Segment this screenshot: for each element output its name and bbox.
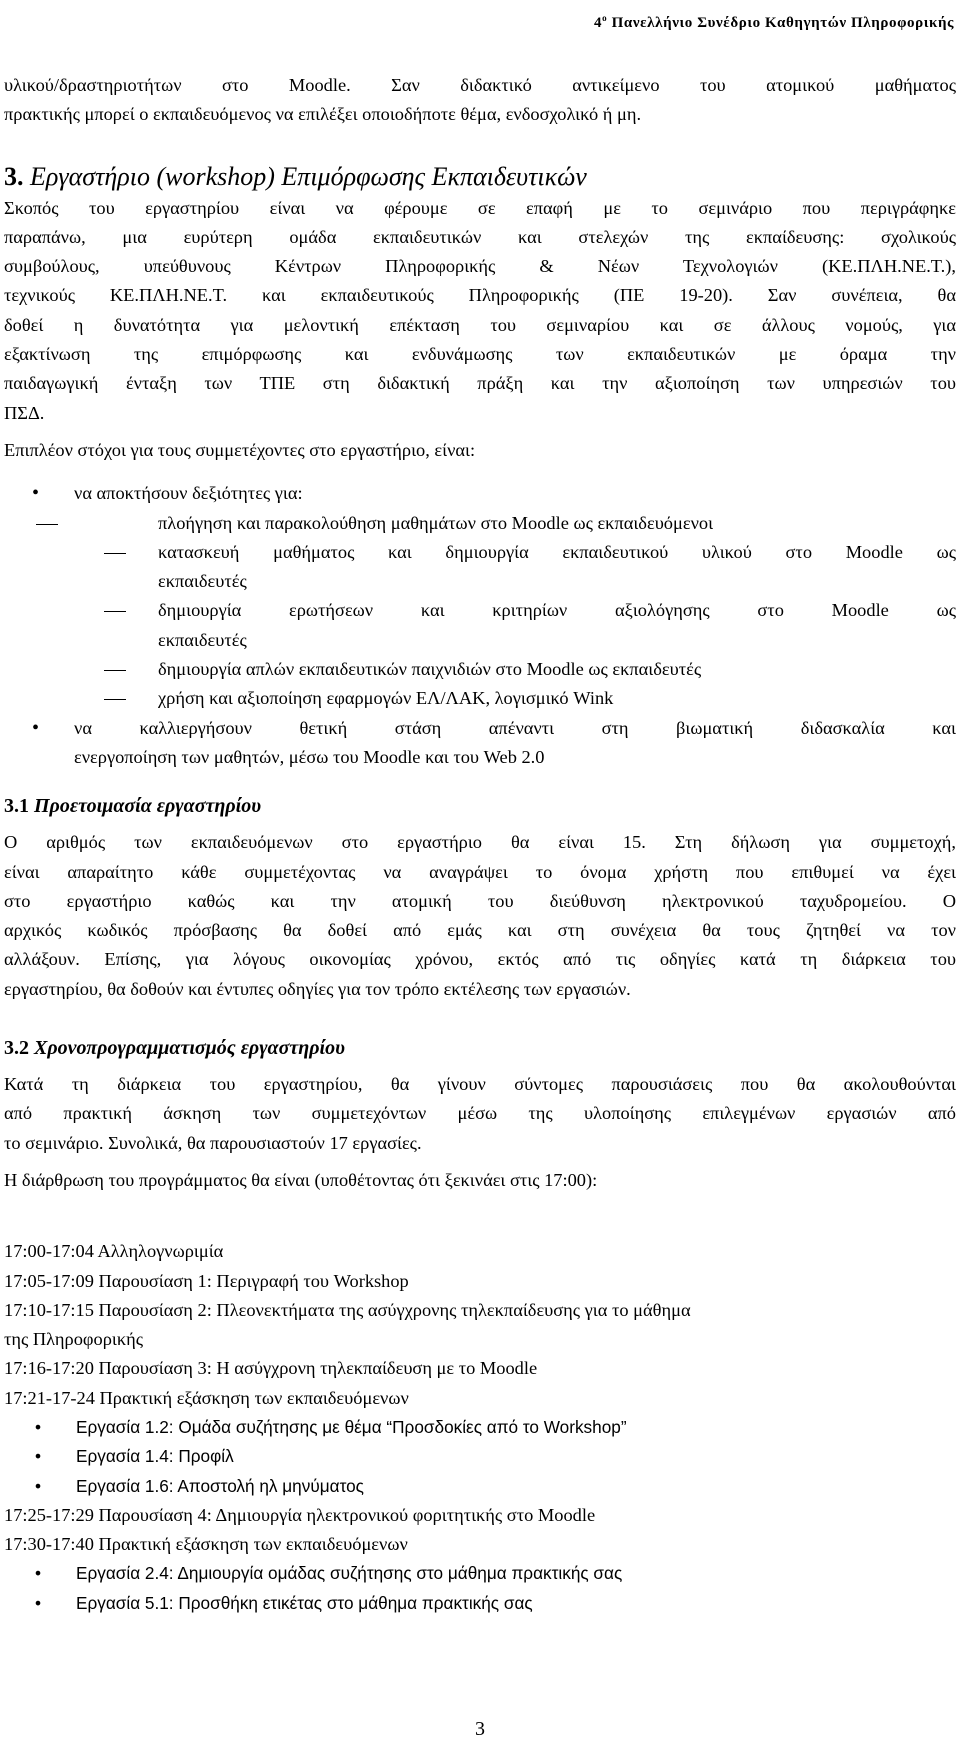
- schedule: [4, 1237, 956, 1618]
- section-3-line: δοθεί η δυνατότητα για μελοντική επέκταση του σεμιναρίου και σε άλλους νομούς, για: [4, 314, 956, 335]
- intro-line: υλικού/δραστηριοτήτων στο Moodle. Σαν διδακτικό αντικείμενο του ατομικού μαθήματος: [4, 75, 956, 95]
- dash-marker: [36, 524, 58, 525]
- skill-item: κατασκευή μαθήματος και δημιουργία εκπαιδευτικού υλικού στο Moodle ως εκπαιδευτές: [4, 538, 956, 597]
- schedule-entry: 17:16-17:20 Παρουσίαση 3: Η ασύγχρονη τηλεκπαίδευση με το Moodle: [4, 1358, 538, 1379]
- task-item: • Εργασία 1.4: Προφίλ: [4, 1442, 956, 1471]
- dash-marker: [104, 611, 126, 612]
- section-number: 3.2: [4, 1037, 29, 1060]
- running-header: [594, 4, 954, 38]
- dash-marker: [104, 553, 126, 554]
- section-number: 3.1: [4, 795, 29, 818]
- intro-line: πρακτικής μπορεί ο εκπαιδευόμενος να επιλέξει οποιοδήποτε θέμα, ενδοσχολικό ή μη.: [4, 104, 642, 125]
- section-title: Χρονοπρογραμματισμός εργαστηρίου: [34, 1037, 345, 1060]
- task-item: • Εργασία 1.6: Αποστολή ηλ μηνύματος: [4, 1472, 956, 1501]
- section-3-1-line: αλλάξουν. Επίσης, για λόγους οικονομίας χρόνου, εκτός από τις οδηγίες κατά τη διάρκεια του: [4, 949, 956, 970]
- section-3-1-line: εργαστηρίου, θα δοθούν και έντυπες οδηγίες για τον τρόπο εκτέλεσης των εργασιών.: [4, 978, 631, 999]
- section-3-1-line: είναι απαραίτητο κάθε συμμετέχοντας να αναγράψει το όνομα χρήστη που επιθυμεί να έχει: [4, 861, 956, 882]
- section-3-2-line: Κατά τη διάρκεια του εργαστηρίου, θα γίνουν σύντομες παρουσιάσεις που θα ακολουθούνται: [4, 1074, 956, 1095]
- header-ordinal: 4: [594, 15, 603, 31]
- skill-item: δημιουργία ερωτήσεων και κριτηρίων αξιολόγησης στο Moodle ως εκπαιδευτές: [4, 596, 956, 655]
- section-3-line: παιδαγωγική ένταξη των ΤΠΕ στη διδακτική πράξη και την αξιοποίηση των υπηρεσιών του: [4, 373, 956, 394]
- section-3-1-heading: [4, 792, 956, 820]
- dash-marker: [104, 670, 126, 671]
- header-ordinal-sup: ο: [602, 13, 608, 23]
- dash-marker: [104, 699, 126, 700]
- skills-list: [4, 509, 956, 714]
- section-3-line: εξακτίνωση της επιμόρφωσης και ενδυνάμωσης των εκπαιδευτικών με όραμα την: [4, 344, 956, 365]
- section-3-1-line: Ο αριθμός των εκπαιδευόμενων στο εργαστήριο θα είναι 15. Στη δήλωση για συμμετοχή,: [4, 832, 956, 853]
- schedule-entry: 17:21-17-24 Πρακτική εξάσκηση των εκπαιδευόμενων: [4, 1387, 409, 1408]
- goals-list: [4, 479, 956, 772]
- task-item: • Εργασία 2.4: Δημιουργία ομάδας συζήτησης στο μάθημα πρακτικής σας: [4, 1559, 956, 1588]
- page-number: 3: [475, 1718, 485, 1740]
- section-title: Προετοιμασία εργαστηρίου: [34, 795, 261, 818]
- section-3-line: τεχνικούς ΚΕ.ΠΛΗ.ΝΕ.Τ. και εκπαιδευτικούς Πληροφορικής (ΠΕ 19-20). Σαν συνέπεια, θα: [4, 285, 956, 306]
- header-title: Πανελλήνιο Συνέδριο Καθηγητών Πληροφορικής: [611, 15, 954, 31]
- skill-item: πλοήγηση και παρακολούθηση μαθημάτων στο Moodle ως εκπαιδευόμενοι: [4, 509, 956, 538]
- schedule-entry: της Πληροφορικής: [4, 1329, 144, 1350]
- section-3-1-line: αρχικός κωδικός πρόσβασης θα δοθεί από εμάς και στη συνέχεια θα τους ζητηθεί να τον: [4, 920, 956, 941]
- skill-item: δημιουργία απλών εκπαιδευτικών παιχνιδιών στο Moodle ως εκπαιδευτές: [4, 655, 956, 684]
- section-3-line: ΠΣΔ.: [4, 402, 45, 423]
- goal-item: • να αποκτήσουν δεξιότητες για: πλοήγηση και παρακολούθηση μαθημάτων στο Moodle ως εκπαιδευόμενοι κατασκευή μαθήματος και δημιουργία εκπαιδευτικού υλικού στο Moodle ως εκπαιδευτές δημιουργία ερωτήσεων και κριτηρίων αξιολόγησης στο Moodle ως εκπαιδευτές δημιουργία απλών εκπαιδευτικών παιχνιδιών στο Moodle ως εκπαιδευτές χρήση και αξιοποίηση εφαρμογών ΕΛ/ΛΑΚ, λογισμικό Wink: [4, 479, 956, 713]
- task-list: [4, 1559, 956, 1618]
- task-item: • Εργασία 5.1: Προσθήκη ετικέτας στο μάθημα πρακτικής σας: [4, 1589, 956, 1618]
- page-content: [4, 71, 956, 1618]
- schedule-entry: 17:05-17:09 Παρουσίαση 1: Περιγραφή του Workshop: [4, 1270, 409, 1291]
- section-3-2-heading: [4, 1034, 956, 1062]
- section-3-line: Σκοπός του εργαστηρίου είναι να φέρουμε σε επαφή με το σεμινάριο που περιγράφηκε: [4, 197, 956, 218]
- section-3-2-line: από πρακτική άσκηση των συμμετεχόντων μέσω της υλοποίησης επιλεγμένων εργασιών από: [4, 1103, 956, 1124]
- schedule-entry: 17:25-17:29 Παρουσίαση 4: Δημιουργία ηλεκτρονικού φοριτητικής στο Moodle: [4, 1504, 596, 1525]
- section-title: Εργαστήριο (workshop) Επιμόρφωσης Εκπαιδευτικών: [30, 161, 587, 191]
- section-3-line: συμβούλους, υπεύθυνους Κέντρων Πληροφορικής & Νέων Τεχνολογιών (ΚΕ.ΠΛΗ.ΝΕ.Τ.),: [4, 256, 956, 277]
- section-3-line: παραπάνω, μια ευρύτερη ομάδα εκπαιδευτικών και στελεχών της εκπαίδευσης: σχολικούς: [4, 226, 956, 247]
- goal-item: • να καλλιεργήσουν θετική στάση απέναντι στη βιωματική διδασκαλία και ενεργοποίηση των μαθητών, μέσω του Moodle και του Web 2.0: [4, 714, 956, 773]
- task-list: [4, 1413, 956, 1501]
- task-item: • Εργασία 1.2: Ομάδα συζήτησης με θέμα “Προσδοκίες από το Workshop”: [4, 1413, 956, 1442]
- section-3-heading: [4, 160, 956, 194]
- section-3-1-line: στο εργαστήριο καθώς και την ατομική του διεύθυνση ηλεκτρονικού ταχυδρομείου. Ο: [4, 890, 956, 911]
- section-number: 3.: [4, 161, 24, 191]
- section-3-2-line: το σεμινάριο. Συνολικά, θα παρουσιαστούν 17 εργασίες.: [4, 1132, 422, 1153]
- goals-intro: Επιπλέον στόχοι για τους συμμετέχοντες στο εργαστήριο, είναι:: [4, 439, 476, 460]
- schedule-entry: 17:10-17:15 Παρουσίαση 2: Πλεονεκτήματα της ασύγχρονης τηλεκπαίδευσης για το μάθημα: [4, 1299, 691, 1320]
- skill-item: χρήση και αξιοποίηση εφαρμογών ΕΛ/ΛΑΚ, λογισμικό Wink: [4, 684, 956, 713]
- schedule-intro: Η διάρθρωση του προγράμματος θα είναι (υποθέτοντας ότι ξεκινάει στις 17:00):: [4, 1169, 598, 1190]
- schedule-entry: 17:00-17:04 Αλληλογνωριμία: [4, 1241, 224, 1262]
- schedule-entry: 17:30-17:40 Πρακτική εξάσκηση των εκπαιδευόμενων: [4, 1534, 408, 1555]
